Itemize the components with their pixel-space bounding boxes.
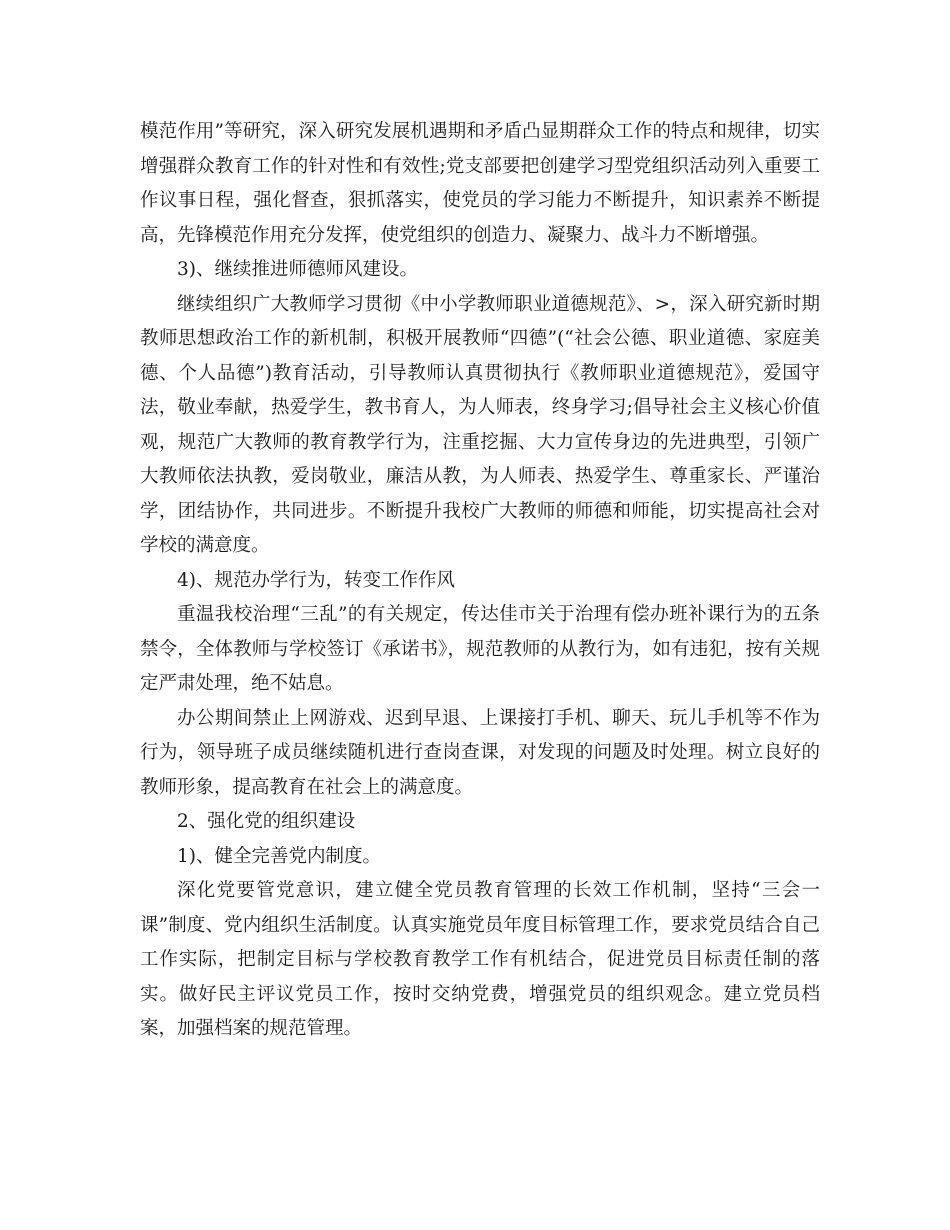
paragraph-5: 重温我校治理“三乱”的有关规定，传达佳市关于治理有偿办班补课行为的五条禁令，全体教师与学校签订《承诺书》，规范教师的从教行为，如有违犯，按有关规定严肃处理，绝不姑息。 xyxy=(140,604,820,694)
paragraph-6: 办公期间禁止上网游戏、迟到早退、上课接打手机、聊天、玩儿手机等不作为行为，领导班子成员继续随机进行查岗查课，对发现的问题及时处理。树立良好的教师形象，提高教育在社会上的满意度。 xyxy=(140,707,820,798)
paragraph-1: 模范作用”等研究，深入研究发展机遇期和矛盾凸显期群众工作的特点和规律，切实增强群众教育工作的针对性和有效性;党支部要把创建学习型党组织活动列入重要工作议事日程，强化督查，狠抓落实，使党员的学习能力不断提升，知识素养不断提高，先锋模范作用充分发挥，使党组织的创造力、凝聚力、战斗力不断增强。 xyxy=(140,121,820,246)
paragraph-4: 4)、规范办学行为，转变工作作风 xyxy=(177,569,455,591)
paragraph-3: 继续组织广大教师学习贯彻《中小学教师职业道德规范》、>，深入研究新时期教师思想政治工作的新机制，积极开展教师“四德”(“社会公德、职业道德、家庭美德、个人品德”)教育活动，引导教师认真贯彻执行《教师职业道德规范》，爱国守法，敬业奉献，热爱学生，教书育人，为人师表，终身学习;倡导社会主义核心价值观，规范广大教师的教育教学行为，注重挖掘、大力宣传身边的先进典型，引领广大教师依法执教，爱岗敬业，廉洁从教，为人师表、热爱学生、尊重家长、严谨治学，团结协作，共同进步。不断提升我校广大教师的师德和师能，切实提高社会对学校的满意度。 xyxy=(140,293,820,556)
paragraph-8: 1)、健全完善党内制度。 xyxy=(177,845,381,867)
paragraph-7: 2、强化党的组织建设 xyxy=(177,811,356,832)
paragraph-9: 深化党要管党意识，建立健全党员教育管理的长效工作机制，坚持“三会一课”制度、党内组织生活制度。认真实施党员年度目标管理工作，要求党员结合自己工作实际，把制定目标与学校教育教学工作有机结合，促进党员目标责任制的落实。做好民主评议党员工作，按时交纳党费，增强党员的组织观念。建立党员档案，加强档案的规范管理。 xyxy=(140,880,820,1039)
paragraph-2: 3)、继续推进师德师风建设。 xyxy=(177,259,418,280)
